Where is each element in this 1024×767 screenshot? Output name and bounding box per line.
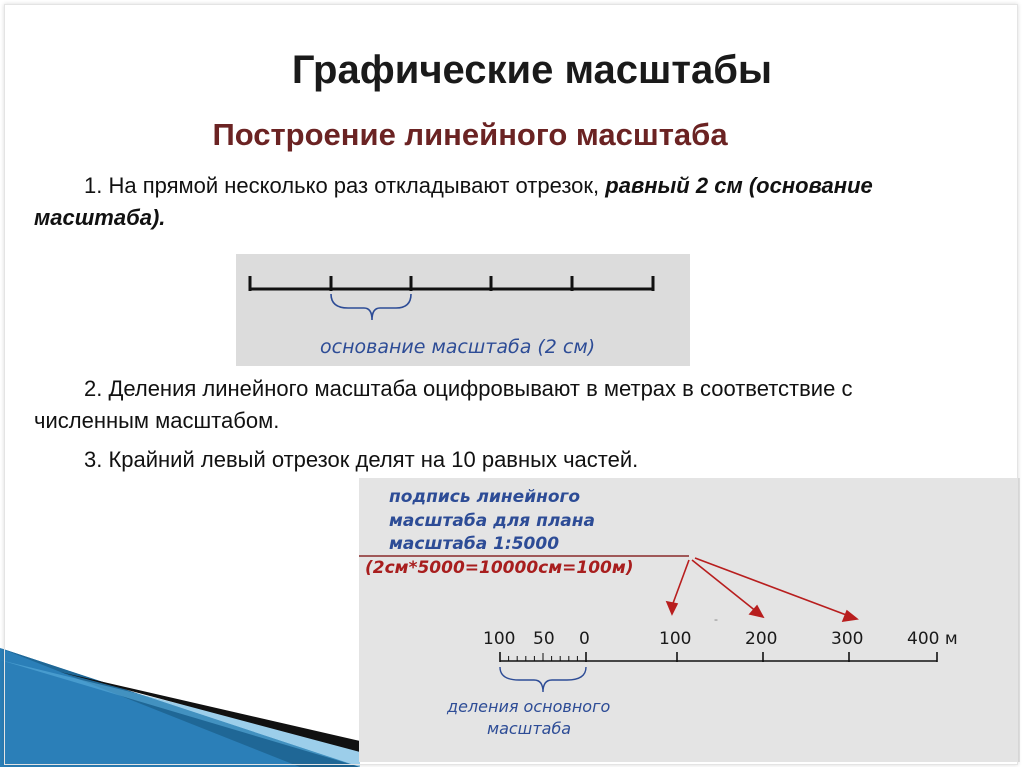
tick-label-200: 200 — [745, 629, 778, 649]
step-1-text: 1. На прямой несколько раз откладывают отрезок, — [84, 173, 606, 198]
arrows — [667, 558, 857, 621]
slide-subtitle: Построение линейного масштаба — [212, 117, 728, 152]
figure-linear-scale-drawing — [359, 478, 1020, 762]
base-label: основание масштаба (2 см) — [320, 336, 596, 358]
tick-label-300: 300 — [831, 629, 864, 649]
step-1 — [34, 170, 954, 234]
slide-title: Графические масштабы — [291, 48, 773, 92]
tick-label-400: 400 м — [907, 629, 958, 649]
caption-line-2: масштаба для плана — [389, 511, 595, 531]
base-brace — [331, 294, 411, 320]
divisions-brace — [500, 667, 586, 692]
formula: (2см*5000=10000см=100м) — [365, 558, 634, 578]
tick-label-0: 0 — [579, 629, 590, 649]
divisions-label-line-1: деления основного — [447, 697, 611, 716]
divisions-label-line-2: масштаба — [487, 719, 572, 738]
minor-ticks — [509, 653, 578, 661]
base-scale-line — [250, 276, 653, 291]
dash-mark: - — [714, 612, 718, 626]
figure-base-scale — [236, 254, 690, 366]
tick-label-100: 100 — [659, 629, 692, 649]
figure-linear-scale — [359, 478, 1020, 762]
tick-label-100-left: 100 — [483, 629, 516, 649]
caption-line-3: масштаба 1:5000 — [389, 534, 560, 554]
step-1-emphasis: равный 2 см (основание масштаба). — [34, 173, 873, 230]
step-2: 2. Деления линейного масштаба оцифровывают в метрах в соответствие с численным масштабом. — [34, 376, 853, 433]
figure-base-scale-drawing — [236, 254, 690, 366]
step-3: 3. Крайний левый отрезок делят на 10 равных частей. — [84, 447, 639, 472]
main-scale-line — [500, 652, 937, 662]
tick-label-50: 50 — [533, 629, 555, 649]
caption-line-1: подпись линейного — [389, 487, 581, 507]
